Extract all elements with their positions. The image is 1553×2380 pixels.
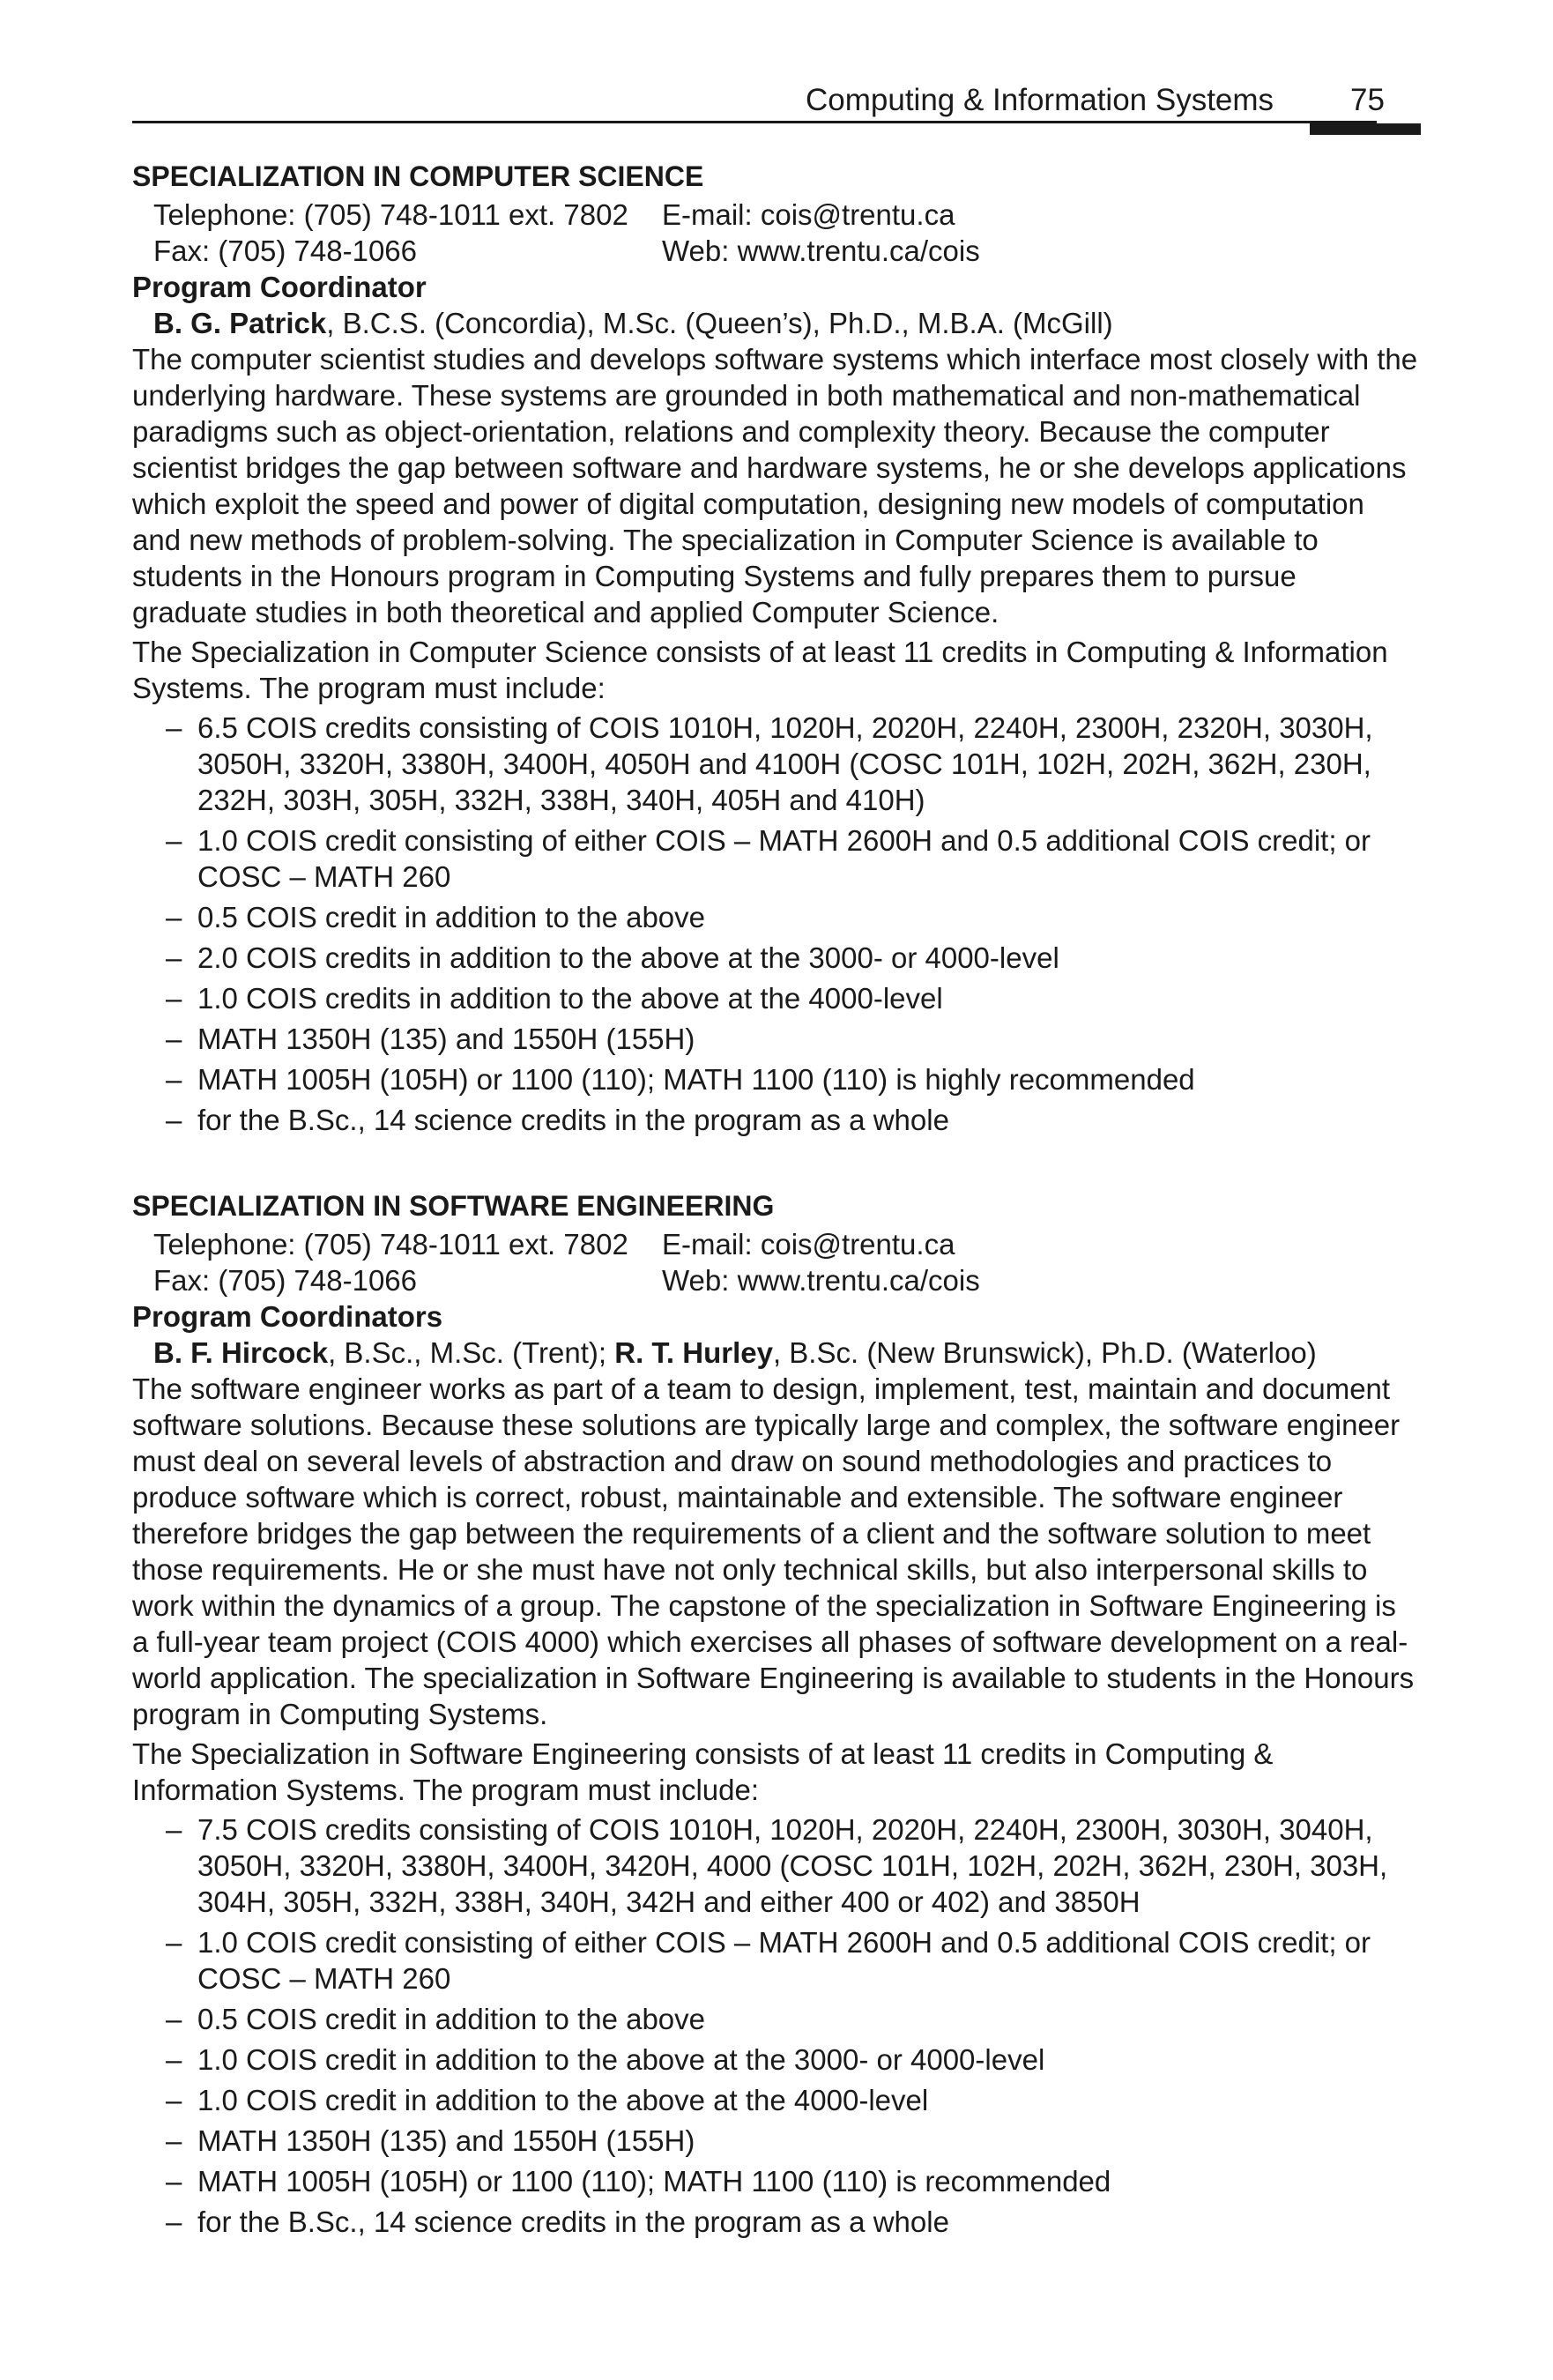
list-item: – 2.0 COIS credits in addition to the above at the 3000- or 4000-level <box>166 941 1059 974</box>
page-number: 75 <box>1350 83 1385 117</box>
contact-row-fax <box>132 1262 1419 1298</box>
telephone: Telephone: (705) 748-1011 ext. 7802 <box>153 1228 628 1261</box>
web: Web: www.trentu.ca/cois <box>662 1264 980 1297</box>
email: E-mail: cois@trentu.ca <box>662 198 955 231</box>
fax: Fax: (705) 748-1066 <box>153 1264 418 1297</box>
coordinator-credentials: , B.C.S. (Concordia), M.Sc. (Queen’s), Ph.D., M.B.A. (McGill) <box>326 307 1113 339</box>
list-item: – 0.5 COIS credit in addition to the above <box>166 2003 706 2035</box>
contact-row-phone <box>132 197 1419 233</box>
coordinator-name: B. F. Hircock <box>153 1336 329 1369</box>
coordinators-line <box>132 1335 1419 1371</box>
coordinator-credentials: , B.Sc. (New Brunswick), Ph.D. (Waterloo) <box>772 1336 1317 1369</box>
coordinator-line <box>132 305 1419 341</box>
list-item: – for the B.Sc., 14 science credits in the program as a whole <box>166 2205 949 2238</box>
list-item: – MATH 1350H (135) and 1550H (155H) <box>166 2124 695 2157</box>
header-rule <box>132 121 1377 123</box>
program-intro: The Specialization in Software Engineering consists of at least 11 credits in Computing & Information Systems. The program must include: <box>132 1737 1274 1806</box>
section-description: The computer scientist studies and develops software systems which interface most closely with the underlying hardware. These systems are grounded in both mathematical and non-mathematical paradigms such as object-orientation, relations and complexity theory. Because the computer scientist bridges the gap between software and hardware systems, he or she develops applications which exploit the speed and power of digital computation, designing new models of computation and new methods of problem-solving. The specialization in Computer Science is available to students in the Honours program in Computing Systems and fully prepares them to pursue graduate studies in both theoretical and applied Computer Science. <box>132 343 1418 628</box>
section-gap <box>132 1142 1419 1181</box>
list-item: – 1.0 COIS credits in addition to the above at the 4000-level <box>166 982 943 1015</box>
list-item: – MATH 1005H (105H) or 1100 (110); MATH 1100 (110) is highly recommended <box>166 1063 1195 1096</box>
web: Web: www.trentu.ca/cois <box>662 234 980 267</box>
coordinator-name: R. T. Hurley <box>614 1336 773 1369</box>
telephone: Telephone: (705) 748-1011 ext. 7802 <box>153 198 628 231</box>
list-item: – for the B.Sc., 14 science credits in the program as a whole <box>166 1104 949 1136</box>
page-content <box>132 152 1419 2244</box>
contact-row-phone <box>132 1226 1419 1262</box>
coordinator-name: B. G. Patrick <box>153 307 327 339</box>
section-computer-science <box>132 159 1419 1138</box>
list-item: – 1.0 COIS credit in addition to the above at the 4000-level <box>166 2084 929 2116</box>
list-item: – 1.0 COIS credit consisting of either COIS – MATH 2600H and 0.5 additional COIS credit; or COSC – MATH 260 <box>166 824 1371 893</box>
section-description: The software engineer works as part of a team to design, implement, test, maintain and document software solutions. Because these solutions are typically large and complex, the software engineer must deal on several levels of abstraction and draw on sound methodologies and practices to produce software which is correct, robust, maintainable and extensible. The software engineer therefore bridges the gap between the requirements of a client and the software solution to meet those requirements. He or she must have not only technical skills, but also interpersonal skills to work within the dynamics of a group. The capstone of the specialization in Software Engineering is a full-year team project (COIS 4000) which exercises all phases of software development on a real-world application. The specialization in Software Engineering is available to students in the Honours program in Computing Systems. <box>132 1372 1415 1730</box>
list-item: – MATH 1005H (105H) or 1100 (110); MATH 1100 (110) is recommended <box>166 2165 1111 2198</box>
section-software-engineering <box>132 1188 1419 2240</box>
list-item: – 7.5 COIS credits consisting of COIS 1010H, 1020H, 2020H, 2240H, 2300H, 3030H, 3040H, 3050H, 3320H, 3380H, 3400H, 3420H, 4000 (COSC 101H, 102H, 202H, 362H, 230H, 303H, 304H, 305H, 332H, 338H, 340H, 342H and either 400 or 402) and 3850H <box>166 1813 1388 1918</box>
requirements-list <box>132 710 1419 1138</box>
program-intro: The Specialization in Computer Science consists of at least 11 credits in Computing & Information Systems. The program must include: <box>132 636 1388 704</box>
email: E-mail: cois@trentu.ca <box>662 1228 955 1261</box>
list-item: – 0.5 COIS credit in addition to the above <box>166 901 706 933</box>
list-item: – 1.0 COIS credit consisting of either COIS – MATH 2600H and 0.5 additional COIS credit; or COSC – MATH 260 <box>166 1926 1371 1995</box>
coordinator-heading: Program Coordinator <box>132 271 427 303</box>
contact-row-fax <box>132 233 1419 269</box>
header-title: Computing & Information Systems <box>806 83 1274 117</box>
coordinator-credentials: , B.Sc., M.Sc. (Trent); <box>328 1336 615 1369</box>
requirements-list <box>132 1811 1419 2240</box>
fax: Fax: (705) 748-1066 <box>153 234 418 267</box>
section-title: SPECIALIZATION IN COMPUTER SCIENCE <box>132 160 704 192</box>
list-item: – 6.5 COIS credits consisting of COIS 1010H, 1020H, 2020H, 2240H, 2300H, 2320H, 3030H, 3050H, 3320H, 3380H, 3400H, 4050H and 4100H (COSC 101H, 102H, 202H, 362H, 230H, 232H, 303H, 305H, 332H, 338H, 340H, 405H and 410H) <box>166 711 1373 816</box>
section-title: SPECIALIZATION IN SOFTWARE ENGINEERING <box>132 1190 775 1222</box>
list-item: – 1.0 COIS credit in addition to the above at the 3000- or 4000-level <box>166 2043 1045 2076</box>
list-item: – MATH 1350H (135) and 1550H (155H) <box>166 1023 695 1055</box>
header-tab-bar <box>1310 123 1421 135</box>
coordinator-heading: Program Coordinators <box>132 1300 443 1333</box>
